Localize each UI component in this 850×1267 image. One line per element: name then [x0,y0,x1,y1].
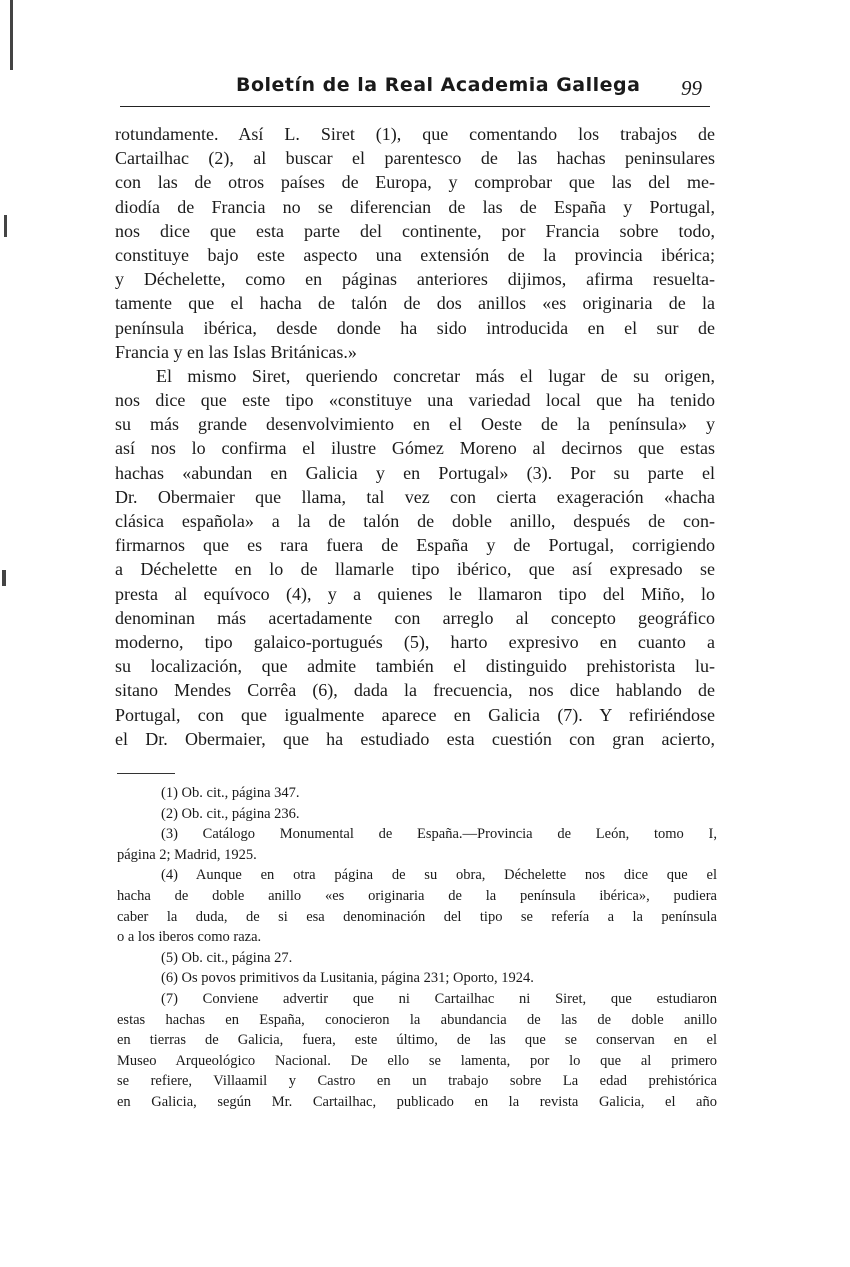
text-line: firmarnos que es rara fuera de España y de Portugal, corrigiendo [115,535,715,556]
footnote-line: en Galicia, según Mr. Cartailhac, publicado en la revista Galicia, el año [117,1093,717,1110]
footnote-line: caber la duda, de si esa denominación del tipo se refería a la península [117,908,717,925]
footnote-line: (6) Os povos primitivos da Lusitania, página 231; Oporto, 1924. [161,970,534,987]
scan-margin-artifact [10,0,13,70]
text-line: a Déchelette en lo de llamarle tipo ibérico, que así expresado se [115,559,715,580]
footnote-line: Museo Arqueológico Nacional. De ello se lamenta, por lo que al primero [117,1052,717,1069]
text-line: rotundamente. Así L. Siret (1), que comentando los trabajos de [115,124,715,144]
text-line: presta al equívoco (4), y a quienes le llamaron tipo del Miño, lo [115,583,715,604]
text-line: moderno, tipo galaico-portugués (5), harto expresivo en cuanto a [115,631,715,652]
footnote-line: (7) Conviene advertir que ni Cartailhac ni Siret, que estudiaron [161,990,717,1007]
footnote-line: hacha de doble anillo «es originaria de la península ibérica», pudiera [117,887,717,904]
footnotes [117,783,717,1113]
text-line: con las de otros países de Europa, y comprobar que las del me- [115,172,715,193]
text-line: hachas «abundan en Galicia y en Portugal» (3). Por su parte el [115,462,715,483]
text-line: clásica española» a la de talón de doble anillo, después de con- [115,511,715,531]
text-line: Dr. Obermaier que llama, tal vez con cierta exageración «hacha [115,486,715,507]
text-line: Cartailhac (2), al buscar el parentesco de las hachas peninsulares [115,148,715,169]
footnote-divider [117,773,175,774]
text-line: y Déchelette, como en páginas anteriores dijimos, afirma resuelta- [115,269,715,290]
text-line: tamente que el hacha de talón de dos anillos «es originaria de la [115,293,715,314]
running-title: Boletín de la Real Academia Gallega [236,74,641,96]
scan-margin-artifact [2,570,6,586]
footnote-line: página 2; Madrid, 1925. [117,846,257,863]
page-header [120,70,710,107]
text-line: sitano Mendes Corrêa (6), dada la frecuencia, nos dice hablando de [115,680,715,701]
footnote-line: (5) Ob. cit., página 27. [161,949,293,966]
page-number: 99 [681,76,702,100]
text-line: Portugal, con que igualmente aparece en Galicia (7). Y refiriéndose [115,704,715,725]
footnote-line: se refiere, Villaamil y Castro en un trabajo sobre La edad prehistórica [117,1073,717,1090]
footnote-line: (4) Aunque en otra página de su obra, Déchelette nos dice que el [161,867,717,884]
body-text [115,122,715,751]
text-line: península ibérica, desde donde ha sido introducida en el sur de [115,317,715,338]
text-line: Francia y en las Islas Británicas.» [115,341,357,362]
text-line: El mismo Siret, queriendo concretar más el lugar de su origen, [156,365,715,386]
text-line: nos dice que este tipo «constituye una variedad local que ha tenido [115,390,715,411]
text-line: constituye bajo este aspecto una extensión de la provincia ibérica; [115,244,715,265]
text-line: su más grande desenvolvimiento en el Oeste de la península» y [115,414,715,435]
text-line: nos dice que esta parte del continente, por Francia sobre todo, [115,220,715,241]
text-line: así nos lo confirma el ilustre Gómez Moreno al decirnos que estas [115,438,715,459]
footnote-line: estas hachas en España, conocieron la abundancia de las de doble anillo [117,1011,717,1028]
footnote-line: o a los iberos como raza. [117,929,262,946]
text-line: el Dr. Obermaier, que ha estudiado esta cuestión con gran acierto, [115,728,715,749]
footnote-line: (1) Ob. cit., página 347. [161,785,300,801]
footnote-line: en tierras de Galicia, fuera, este último, de las que se conservan en el [117,1032,717,1049]
footnote-line: (2) Ob. cit., página 236. [161,805,300,822]
footnote-line: (3) Catálogo Monumental de España.—Provincia de León, tomo I, [161,826,717,843]
scan-margin-artifact [4,215,7,237]
text-line: su localización, que admite también el distinguido prehistorista lu- [115,656,715,677]
text-line: denominan más acertadamente con arreglo al concepto geográfico [115,607,715,628]
text-line: diodía de Francia no se diferencian de las de España y Portugal, [115,196,715,217]
